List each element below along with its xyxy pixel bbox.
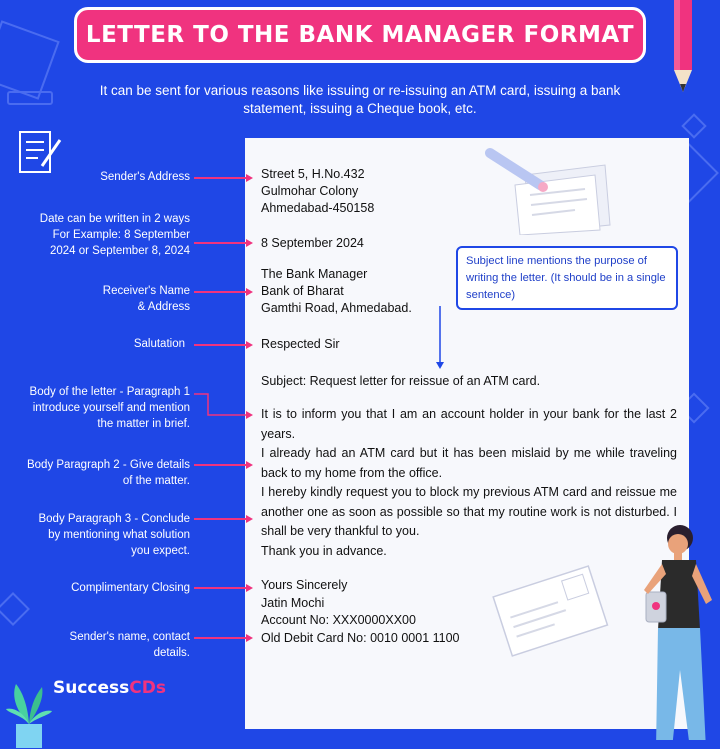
letter-body: [261, 405, 677, 561]
label-body-3-line: Body Paragraph 3 - Conclude: [38, 513, 190, 525]
receiver-address: [261, 266, 412, 317]
logo-part-2: CDs: [129, 678, 166, 698]
label-receiver-line: Receiver's Name: [102, 285, 190, 297]
label-receiver-line: & Address: [137, 301, 190, 313]
connector-salutation: [194, 344, 246, 346]
page-title: LETTER TO THE BANK MANAGER FORMAT: [85, 22, 635, 48]
subtitle: It can be sent for various reasons like issuing or re-issuing an ATM card, issuing a bank statement, issuing a Cheque book, etc.: [99, 83, 621, 116]
sender-address-line: Gulmohar Colony: [261, 184, 359, 198]
logo: [53, 678, 166, 698]
label-date: [4, 211, 190, 259]
connector-body-3: [194, 518, 246, 520]
label-body-2-line: of the matter.: [122, 475, 190, 487]
label-body-3-line: by mentioning what solution: [48, 529, 190, 541]
closing-line: Old Debit Card No: 0010 0001 1100: [261, 630, 460, 645]
closing-line: Account No: XXX0000XX00: [261, 613, 416, 627]
subject-callout: Subject line mentions the purpose of writing the letter. (It should be in a single sentence): [456, 246, 678, 310]
label-receiver: [10, 283, 190, 315]
receiver-line: The Bank Manager: [261, 267, 368, 281]
connector-sender: [194, 177, 246, 179]
connector-date: [194, 242, 246, 244]
label-body-3-line: you expect.: [131, 545, 190, 557]
pencil-icon: [668, 0, 698, 100]
label-body-1-line: the matter in brief.: [97, 418, 190, 430]
connector-closing: [194, 587, 246, 589]
envelope-illustration-icon: [490, 555, 610, 665]
body-paragraph-3: I hereby kindly request you to block my previous ATM card and reissue me another one as soon as possible so that my routine work is not disturbed. I shall be very thankful to you.: [261, 485, 677, 538]
label-body-2: [4, 457, 190, 489]
logo-part-1: Success: [53, 678, 130, 698]
label-salutation: Salutation: [133, 338, 185, 350]
label-sender-name-line: details.: [153, 647, 190, 659]
arrow-salutation: [246, 341, 253, 349]
thanks-line: Thank you in advance.: [261, 543, 387, 558]
receiver-line: Gamthi Road, Ahmedabad.: [261, 301, 412, 315]
label-body-1-line: Body of the letter - Paragraph 1: [29, 386, 190, 398]
callout-pointer: [430, 306, 450, 371]
arrow-sender-name: [246, 634, 253, 642]
writing-illustration-icon: [485, 145, 615, 235]
label-closing: Complimentary Closing: [71, 582, 190, 594]
letter-closing: [261, 577, 460, 647]
label-date-line: Date can be written in 2 ways: [39, 213, 190, 225]
sender-address-line: Ahmedabad-450158: [261, 201, 375, 215]
arrow-sender: [246, 174, 253, 182]
body-paragraph-2: I already had an ATM card but it has been mislaid by me while traveling back to my home from the office.: [261, 446, 677, 480]
label-date-line: 2024 or September 8, 2024: [49, 245, 190, 257]
body-paragraph-1: It is to inform you that I am an account holder in your bank for the last 2 years.: [261, 407, 677, 441]
letter-salutation: Respected Sir: [261, 337, 340, 351]
label-body-1-line: introduce yourself and mention: [32, 402, 190, 414]
label-body-3: [4, 511, 190, 559]
connector-body-2: [194, 464, 246, 466]
label-sender-name: [10, 629, 190, 661]
arrow-receiver: [246, 288, 253, 296]
plant-icon: [4, 679, 54, 749]
label-date-line: For Example: 8 September: [52, 229, 190, 241]
sender-address-line: Street 5, H.No.432: [261, 167, 365, 181]
title-banner: [74, 7, 646, 63]
arrow-date: [246, 239, 253, 247]
label-body-1: [4, 384, 190, 432]
closing-line: Jatin Mochi: [261, 595, 325, 610]
arrow-body-3: [246, 515, 253, 523]
connector-body-1: [194, 393, 254, 423]
connector-receiver: [194, 291, 246, 293]
label-body-2-line: Body Paragraph 2 - Give details: [26, 459, 190, 471]
sender-address: [261, 166, 374, 217]
closing-line: Yours Sincerely: [261, 578, 348, 592]
letter-subject: Subject: Request letter for reissue of an ATM card.: [261, 374, 541, 388]
arrow-body-2: [246, 461, 253, 469]
arrow-closing: [246, 584, 253, 592]
receiver-line: Bank of Bharat: [261, 284, 344, 298]
letter-date: 8 September 2024: [261, 236, 364, 250]
connector-sender-name: [194, 637, 246, 639]
label-senders-address: Sender's Address: [100, 171, 190, 183]
label-sender-name-line: Sender's name, contact: [69, 631, 190, 643]
